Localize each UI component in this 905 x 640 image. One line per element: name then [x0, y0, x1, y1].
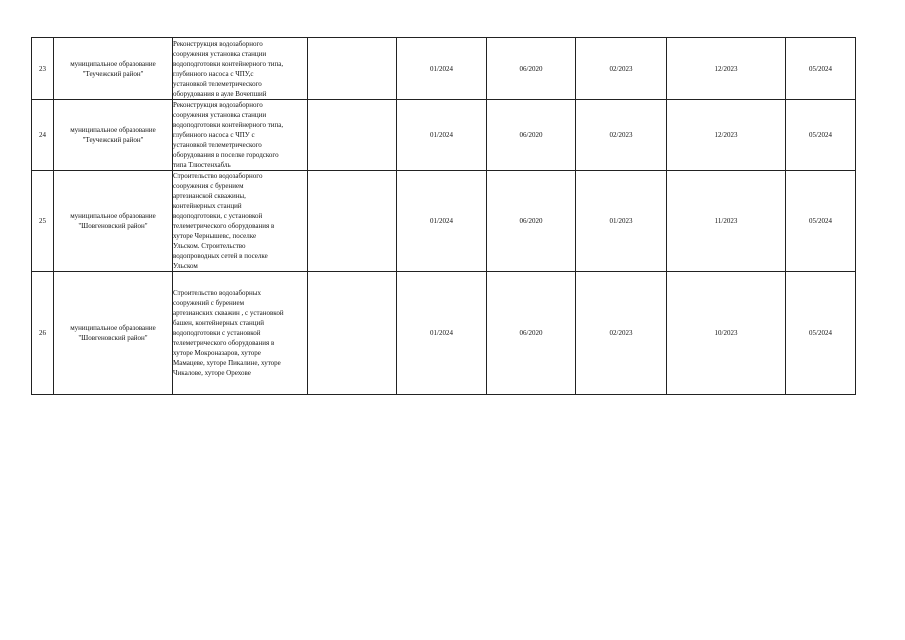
- date-cell: 12/2023: [667, 100, 786, 171]
- description-line: Реконструкция водозаборного: [173, 101, 263, 109]
- description-line: артезианских скважин , с установкой: [173, 309, 284, 317]
- project-description-cell: [173, 38, 308, 100]
- description-line: Реконструкция водозаборного: [173, 39, 263, 48]
- row-number: 26: [32, 272, 54, 395]
- table-row: [32, 272, 856, 395]
- description-line: Строительство водозаборных: [173, 289, 261, 297]
- municipality-name-line: муниципальное образование: [70, 324, 156, 332]
- municipality-cell: [54, 100, 173, 171]
- table-row: [32, 171, 856, 272]
- description-line: хуторе Мокроназаров, хуторе: [173, 349, 261, 357]
- table-row: [32, 38, 856, 100]
- project-description-cell: [173, 100, 308, 171]
- schedule-table: [31, 37, 856, 395]
- empty-cell: [308, 38, 397, 100]
- description-line: оборудования в ауле Вочепший: [173, 89, 267, 98]
- table-row: [32, 100, 856, 171]
- description-line: сооружения с бурением: [173, 182, 244, 190]
- date-cell: 11/2023: [667, 171, 786, 272]
- empty-cell: [308, 272, 397, 395]
- empty-cell: [308, 171, 397, 272]
- description-line: сооружений с бурением: [173, 299, 245, 307]
- municipality-name-line: "Теучежский район": [82, 136, 144, 144]
- description-line: Строительство водозаборного: [173, 172, 263, 180]
- description-line: башен, контейнерных станций: [173, 319, 265, 327]
- date-cell: 05/2024: [786, 38, 856, 100]
- date-cell: 02/2023: [576, 100, 667, 171]
- description-line: типа Тлюстенхабль: [173, 161, 231, 169]
- date-cell: 01/2024: [397, 171, 487, 272]
- description-line: телеметрического оборудования в: [173, 222, 275, 230]
- description-line: глубинного насоса с ЧПУ с: [173, 131, 255, 139]
- date-cell: 06/2020: [487, 272, 576, 395]
- description-line: контейнерных станций: [173, 202, 242, 210]
- description-line: Ульском: [173, 262, 198, 270]
- description-line: Ульском. Строительство: [173, 242, 246, 250]
- date-cell: 05/2024: [786, 100, 856, 171]
- municipality-name-line: муниципальное образование: [70, 126, 156, 134]
- row-number: 24: [32, 100, 54, 171]
- municipality-cell: [54, 272, 173, 395]
- description-line: водоподготовки контейнерного типа,: [173, 121, 284, 129]
- description-line: телеметрического оборудования в: [173, 339, 275, 347]
- municipality-name-line: муниципальное образование: [70, 59, 156, 68]
- date-cell: 12/2023: [667, 38, 786, 100]
- date-cell: 01/2024: [397, 272, 487, 395]
- date-cell: 01/2023: [576, 171, 667, 272]
- description-line: оборудования в поселке городского: [173, 151, 279, 159]
- project-description-cell: [173, 272, 308, 395]
- date-cell: 10/2023: [667, 272, 786, 395]
- description-line: водоподготовки контейнерного типа,: [173, 59, 284, 68]
- municipality-name-line: "Теучежский район": [82, 69, 144, 78]
- date-cell: 06/2020: [487, 171, 576, 272]
- description-line: сооружения установка станции: [173, 111, 267, 119]
- municipality-name-line: "Шовгеновский район": [78, 222, 148, 230]
- municipality-cell: [54, 38, 173, 100]
- project-description-cell: [173, 171, 308, 272]
- empty-cell: [308, 100, 397, 171]
- date-cell: 05/2024: [786, 272, 856, 395]
- table-body: [32, 38, 856, 395]
- description-line: водопроводных сетей в поселке: [173, 252, 268, 260]
- municipality-name-line: "Шовгеновский район": [78, 334, 148, 342]
- date-cell: 06/2020: [487, 38, 576, 100]
- row-number: 25: [32, 171, 54, 272]
- description-line: сооружения установка станции: [173, 49, 267, 58]
- municipality-name-line: муниципальное образование: [70, 212, 156, 220]
- description-line: Мамацеве, хуторе Пикалине, хуторе: [173, 359, 281, 367]
- description-line: глубинного насоса с ЧПУ,с: [173, 69, 254, 78]
- description-line: установкой телеметрического: [173, 79, 262, 88]
- description-line: водоподготовки с установкой: [173, 329, 261, 337]
- municipality-cell: [54, 171, 173, 272]
- row-number: 23: [32, 38, 54, 100]
- description-line: водоподготовки, с установкой: [173, 212, 263, 220]
- date-cell: 02/2023: [576, 272, 667, 395]
- date-cell: 06/2020: [487, 100, 576, 171]
- date-cell: 01/2024: [397, 38, 487, 100]
- date-cell: 01/2024: [397, 100, 487, 171]
- description-line: установкой телеметрического: [173, 141, 262, 149]
- description-line: Чикалове, хуторе Орехове: [173, 369, 251, 377]
- description-line: хуторе Чернышевс, поселке: [173, 232, 257, 240]
- date-cell: 05/2024: [786, 171, 856, 272]
- date-cell: 02/2023: [576, 38, 667, 100]
- description-line: артезианской скважины,: [173, 192, 246, 200]
